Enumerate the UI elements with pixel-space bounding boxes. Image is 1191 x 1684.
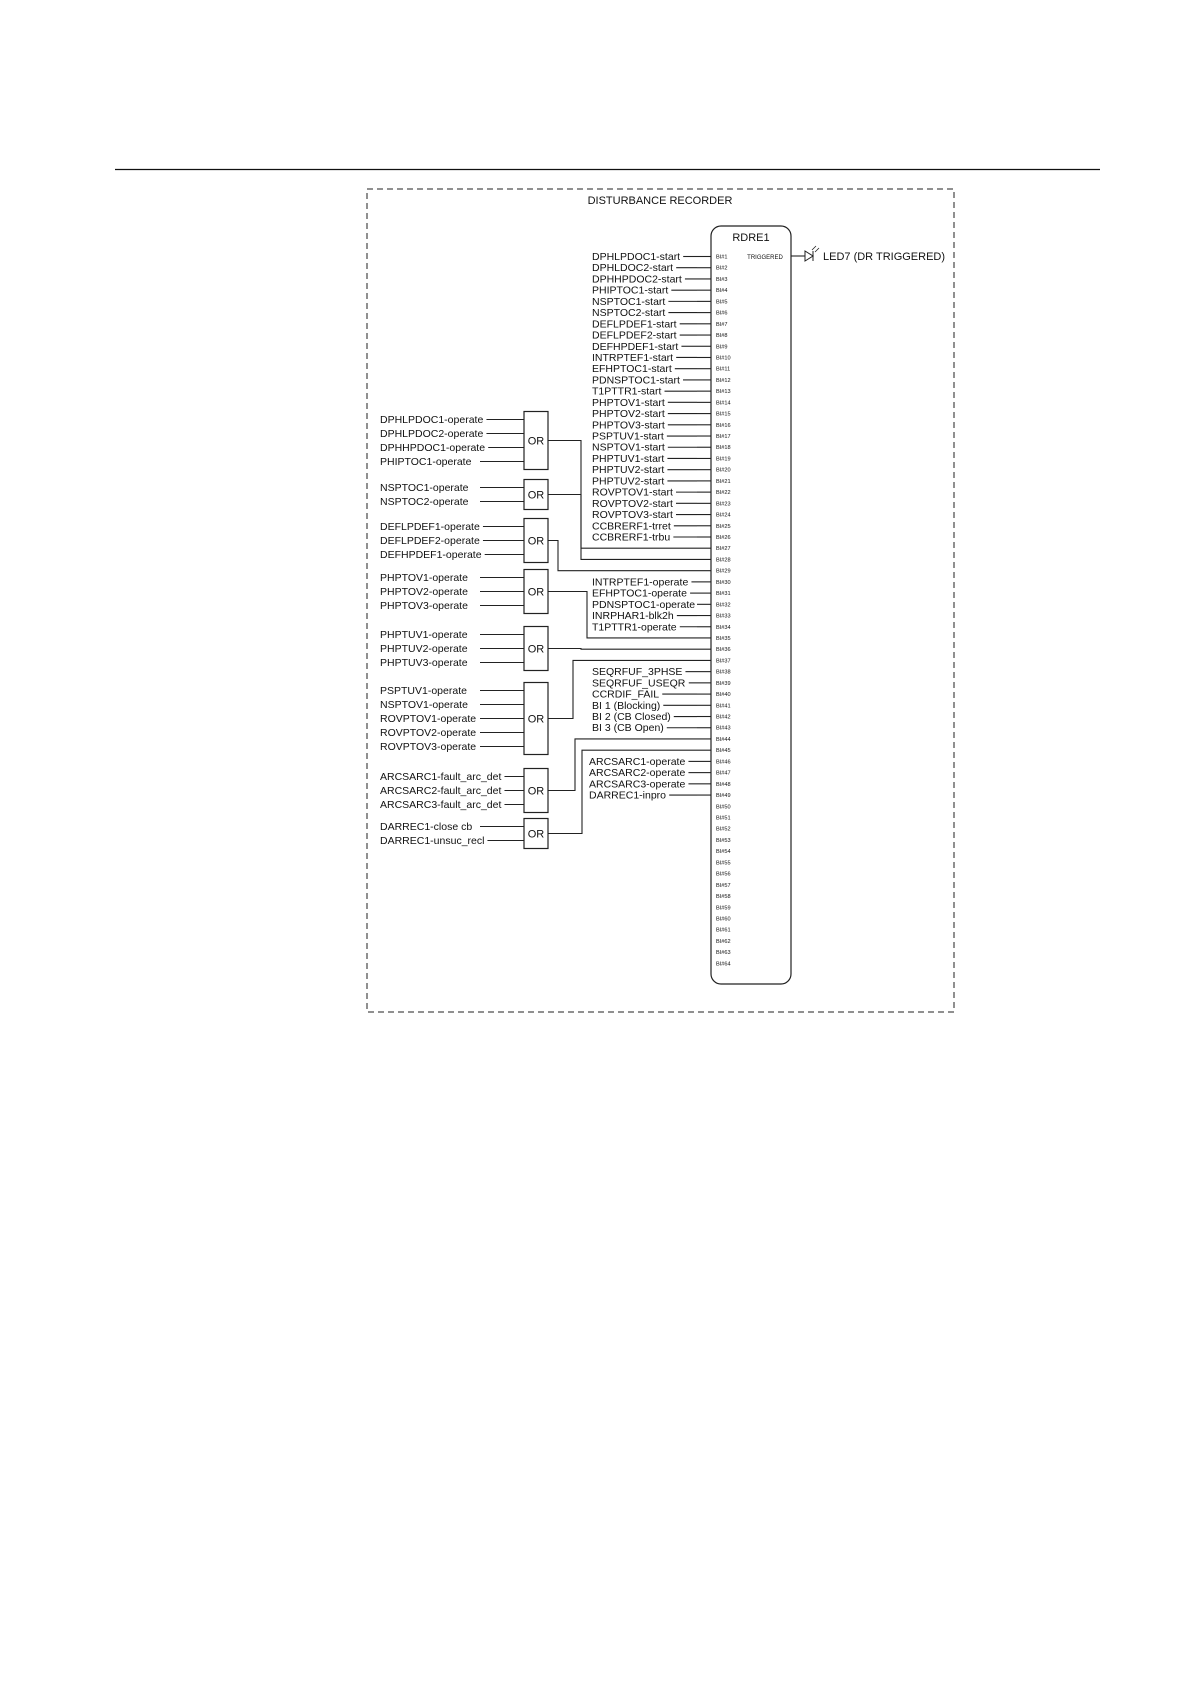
input-label: CCRDIF_FAIL [592,688,660,701]
gate-input-label: DEFLPDEF1-operate [380,521,480,533]
led-label: LED7 (DR TRIGGERED) [823,251,946,263]
pin-label: BI#13 [716,389,731,396]
input-label: PHPTUV1-start [592,452,665,465]
input-label: INRPHAR1-blk2h [592,610,674,623]
pin-label: BI#40 [716,692,731,699]
pin-label: BI#50 [716,804,731,811]
or-gate-label: OR [527,586,545,599]
input-label: PSPTUV1-start [592,430,664,443]
gate-input-label: ROVPTOV3-operate [380,741,477,753]
gate-input-label: DPHLPDOC1-operate [380,414,484,426]
pin-label: BI#28 [716,557,731,564]
gate-input-label: ARCSARC1-fault_arc_det [380,771,502,783]
pin-label: BI#42 [716,714,731,721]
direct-inputs [589,251,711,802]
pin-label: BI#4 [716,288,728,295]
gate-input-label: DEFLPDEF2-operate [380,535,480,547]
or-gate-label: OR [527,828,545,841]
pin-label: BI#3 [716,276,728,283]
pin-label: BI#55 [716,860,731,867]
input-label: PDNSPTOC1-operate [592,598,696,611]
pin-label: BI#61 [716,927,731,934]
pin-label: BI#18 [716,445,731,452]
gate-input-label: NSPTOV1-operate [380,699,468,711]
pin-label: BI#38 [716,669,731,676]
gate-input-label: ARCSARC3-fault_arc_det [380,799,502,811]
pin-label: BI#41 [716,703,731,710]
gate-input-label: ROVPTOV1-operate [380,713,477,725]
pin-label: BI#22 [716,490,731,497]
pin-label: BI#59 [716,905,731,912]
pin-label: BI#30 [716,579,731,586]
pin-label: BI#62 [716,938,731,945]
triggered-pin-label: TRIGGERED [747,255,783,261]
pin-label: BI#35 [716,635,731,642]
pin-label: BI#46 [716,759,731,766]
input-label: NSPTOC2-start [592,307,666,320]
gate-input-label: PHPTOV3-operate [380,600,468,612]
frame-title: DISTURBANCE RECORDER [587,195,733,207]
input-label: NSPTOC1-start [592,295,666,308]
input-label: PHPTOV3-start [592,419,665,432]
pin-label: BI#27 [716,546,731,553]
or-gate-label: OR [527,489,545,502]
input-label: INTRPTEF1-start [592,351,674,364]
gate-input-label: PHIPTOC1-operate [380,456,472,468]
pin-label: BI#19 [716,456,731,463]
pin-label: BI#60 [716,916,731,923]
input-label: SEQRFUF_3PHSE [592,666,683,679]
input-label: CCBRERF1-trret [592,520,671,533]
gate-input-label: NSPTOC2-operate [380,496,469,508]
or-gate-label: OR [527,435,545,448]
pin-label: BI#37 [716,658,731,665]
input-label: ROVPTOV2-start [592,497,673,510]
input-label: PHPTOV1-start [592,396,665,409]
pin-label: BI#57 [716,882,731,889]
gate-input-label: DEFHPDEF1-operate [380,549,482,561]
input-label: BI 2 (CB Closed) [592,711,671,724]
pin-label: BI#26 [716,535,731,541]
led-icon [805,251,813,261]
gate-input-label: NSPTOC1-operate [380,482,469,494]
pin-label: BI#45 [716,748,731,755]
pin-label: BI#56 [716,871,731,878]
pin-label: BI#49 [716,793,731,800]
gate-input-label: ARCSARC2-fault_arc_det [380,785,502,797]
gate-input-label: ROVPTOV2-operate [380,727,477,739]
block-name: RDRE1 [732,232,770,244]
gate-input-label: DPHLPDOC2-operate [380,428,484,440]
gate-input-label: PHPTUV1-operate [380,629,468,641]
input-label: ROVPTOV1-start [592,486,673,499]
input-label: PHPTUV2-start [592,475,665,488]
input-label: BI 3 (CB Open) [592,722,664,735]
input-label: EFHPTOC1-start [592,363,672,376]
input-label: DPHLPDOC1-start [592,251,681,263]
pin-label: BI#29 [716,568,731,575]
pin-label: BI#6 [716,310,728,317]
gate-input-label: DPHHPDOC1-operate [380,442,486,454]
gate-input-label: PHPTOV2-operate [380,586,468,598]
input-label: EFHPTOC1-operate [592,587,687,600]
pin-label: BI#53 [716,837,731,844]
input-label: INTRPTEF1-operate [592,576,689,589]
input-label: DARREC1-inpro [589,789,667,802]
or-gate-label: OR [527,785,545,798]
pin-label: BI#5 [716,299,728,306]
gate-input-label: DARREC1-close cb [380,821,473,833]
pin-label: BI#15 [716,411,731,418]
pin-label: BI#25 [716,523,731,530]
pin-label: BI#54 [716,849,731,856]
input-label: CCBRERF1-trbu [592,531,671,544]
pin-label: BI#24 [716,512,731,519]
pin-label: BI#63 [716,950,731,957]
pin-label: BI#20 [716,467,731,474]
pin-label: BI#17 [716,434,731,441]
input-label: DPHLDOC2-start [592,262,674,275]
pin-label: BI#8 [716,333,728,340]
input-label: DEFLPDEF1-start [592,318,677,331]
or-gate-label: OR [527,713,545,726]
gate-input-label: PHPTUV2-operate [380,643,468,655]
input-label: ARCSARC3-operate [589,778,686,791]
led7-output [791,246,945,263]
pin-label: BI#7 [716,321,728,328]
gate-input-label: PHPTUV3-operate [380,657,468,669]
input-label: T1PTTR1-start [592,385,662,398]
input-label: PDNSPTOC1-start [592,374,680,387]
pin-label: BI#31 [716,591,731,598]
gate-input-label: PHPTOV1-operate [380,572,468,584]
input-label: DEFHPDEF1-start [592,340,679,353]
pin-label: BI#51 [716,815,731,822]
pin-label: BI#33 [716,613,731,620]
pin-label: BI#64 [716,961,731,968]
input-label: DEFLPDEF2-start [592,329,677,342]
pin-label: BI#44 [716,736,731,743]
input-label: DPHHPDOC2-start [592,273,682,286]
pin-label: BI#11 [716,366,731,373]
pin-label: BI#48 [716,781,731,788]
pin-label: BI#9 [716,344,728,351]
pin-label: BI#43 [716,725,731,732]
input-label: PHPTOV2-start [592,408,665,421]
gate-output-wire [548,649,711,650]
input-label: T1PTTR1-operate [592,621,677,634]
input-label: NSPTOV1-start [592,441,665,454]
input-label: PHIPTOC1-start [592,284,669,297]
input-label: SEQRFUF_USEQR [592,677,686,690]
input-label: ARCSARC2-operate [589,767,686,780]
pin-label: BI#32 [716,602,731,609]
pin-label: BI#12 [716,377,731,384]
or-gate-label: OR [527,643,545,656]
pin-label: BI#47 [716,770,731,777]
pin-label: BI#16 [716,422,731,429]
gate-input-label: DARREC1-unsuc_recl [380,835,485,847]
pin-label: BI#21 [716,478,731,485]
input-label: PHPTUV2-start [592,464,665,477]
input-label: BI 1 (Blocking) [592,699,661,712]
pin-label: BI#10 [716,355,731,362]
pin-label: BI#23 [716,501,731,508]
pin-label: BI#36 [716,647,731,654]
or-gate-label: OR [527,535,545,548]
input-label: ARCSARC1-operate [589,755,686,768]
gate-output-wire [548,541,711,571]
input-label: ROVPTOV3-start [592,509,673,522]
pin-label: BI#52 [716,826,731,833]
pin-label: BI#34 [716,624,731,631]
pin-label: BI#58 [716,894,731,901]
pin-label: BI#39 [716,680,731,687]
pin-label: BI#14 [716,400,731,407]
pin-label: BI#1 [716,254,728,261]
pin-label: BI#2 [716,265,728,272]
gate-input-label: PSPTUV1-operate [380,685,467,697]
